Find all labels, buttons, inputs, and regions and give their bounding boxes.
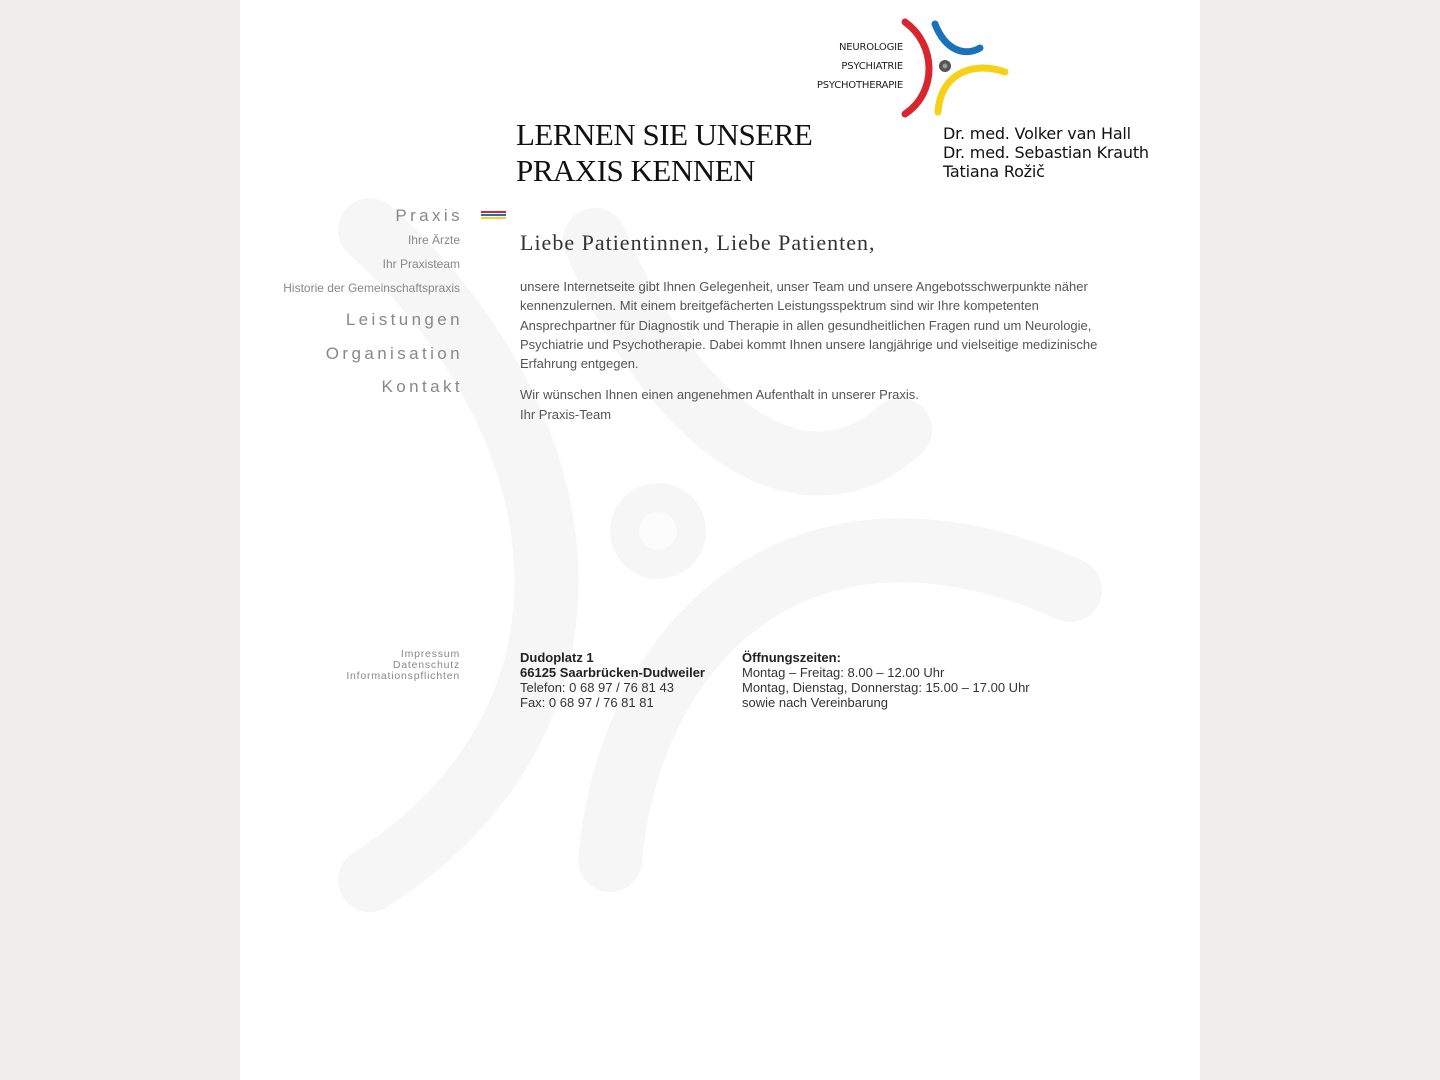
- address-block: [520, 650, 705, 710]
- hours-title: Öffnungszeiten:: [742, 650, 841, 665]
- nav-item-kontakt[interactable]: Kontakt: [381, 377, 463, 396]
- greeting-heading: Liebe Patientinnen, Liebe Patienten,: [520, 230, 876, 255]
- marker-line-blue: [481, 214, 506, 216]
- marker-line-yellow: [481, 217, 506, 219]
- nav-submenu-praxis: [240, 228, 460, 300]
- doctor-name-1: Dr. med. Volker van Hall: [943, 124, 1131, 143]
- doctor-name-3: Tatiana Rožič: [943, 162, 1045, 181]
- hours-line-3: sowie nach Vereinbarung: [742, 695, 888, 710]
- opening-hours-block: [742, 650, 1030, 710]
- address-street: Dudoplatz 1: [520, 650, 594, 665]
- subject-neurologie: NEUROLOGIE: [838, 42, 903, 53]
- doctor-names: [943, 124, 1149, 181]
- footer-link-informationspflichten[interactable]: Informationspflichten: [346, 670, 460, 682]
- nav-item-leistungen[interactable]: Leistungen: [345, 310, 463, 329]
- nav-subitem-aerzte[interactable]: Ihre Ärzte: [407, 233, 460, 247]
- nav-item-organisation[interactable]: Organisation: [325, 344, 463, 363]
- nav-subitem-historie[interactable]: Historie der Gemeinschaftspraxis: [283, 281, 460, 295]
- address-fax: Fax: 0 68 97 / 76 81 81: [520, 695, 654, 710]
- address-city: 66125 Saarbrücken-Dudweiler: [520, 665, 705, 680]
- nav-subitem-praxisteam[interactable]: Ihr Praxisteam: [382, 257, 460, 271]
- page-tagline: [516, 117, 812, 189]
- main-content: [520, 228, 1105, 425]
- subject-psychiatrie: PSYCHIATRIE: [841, 61, 903, 72]
- hours-line-1: Montag – Freitag: 8.00 – 12.00 Uhr: [742, 665, 945, 680]
- nav-item-praxis[interactable]: Praxis: [395, 206, 463, 225]
- footer-link-datenschutz[interactable]: Datenschutz: [392, 659, 460, 671]
- footer-links: [240, 649, 460, 682]
- hours-line-2: Montag, Dienstag, Donnerstag: 15.00 – 17.00 Uhr: [742, 680, 1030, 695]
- page: [240, 0, 1200, 1080]
- closing-paragraph: [520, 385, 1105, 425]
- address-phone: Telefon: 0 68 97 / 76 81 43: [520, 680, 674, 695]
- tagline-line-2: PRAXIS KENNEN: [516, 153, 755, 188]
- main-navigation: [240, 203, 463, 398]
- marker-line-red: [481, 211, 506, 213]
- subject-psychotherapie: PSYCHOTHERAPIE: [816, 80, 903, 91]
- practice-logo-icon[interactable]: [898, 16, 1013, 124]
- doctor-name-2: Dr. med. Sebastian Krauth: [943, 143, 1149, 162]
- intro-paragraph: unsere Internetseite gibt Ihnen Gelegenheit, unser Team und unsere Angebotsschwerpunkte näher kennenzulernen. Mit einem breitgefächerten Leistungsspektrum sind wir Ihre kompetenten Ansprechpartner für Diagnostik und Therapie in allen gesundheitlichen Fragen rund um Neurologie, Psychiatrie und Psychotherapie. Dabei kommt Ihnen unsere langjährige und vielseitige medizinische Erfahrung entgegen.: [520, 279, 1098, 372]
- active-nav-marker-icon: [481, 211, 506, 223]
- signature-text: Ihr Praxis-Team: [520, 407, 612, 423]
- footer-link-impressum[interactable]: Impressum: [400, 648, 460, 660]
- tagline-line-1: LERNEN SIE UNSERE: [516, 117, 813, 152]
- logo-subjects: [800, 38, 903, 95]
- wish-text: Wir wünschen Ihnen einen angenehmen Aufenthalt in unserer Praxis.: [520, 387, 919, 403]
